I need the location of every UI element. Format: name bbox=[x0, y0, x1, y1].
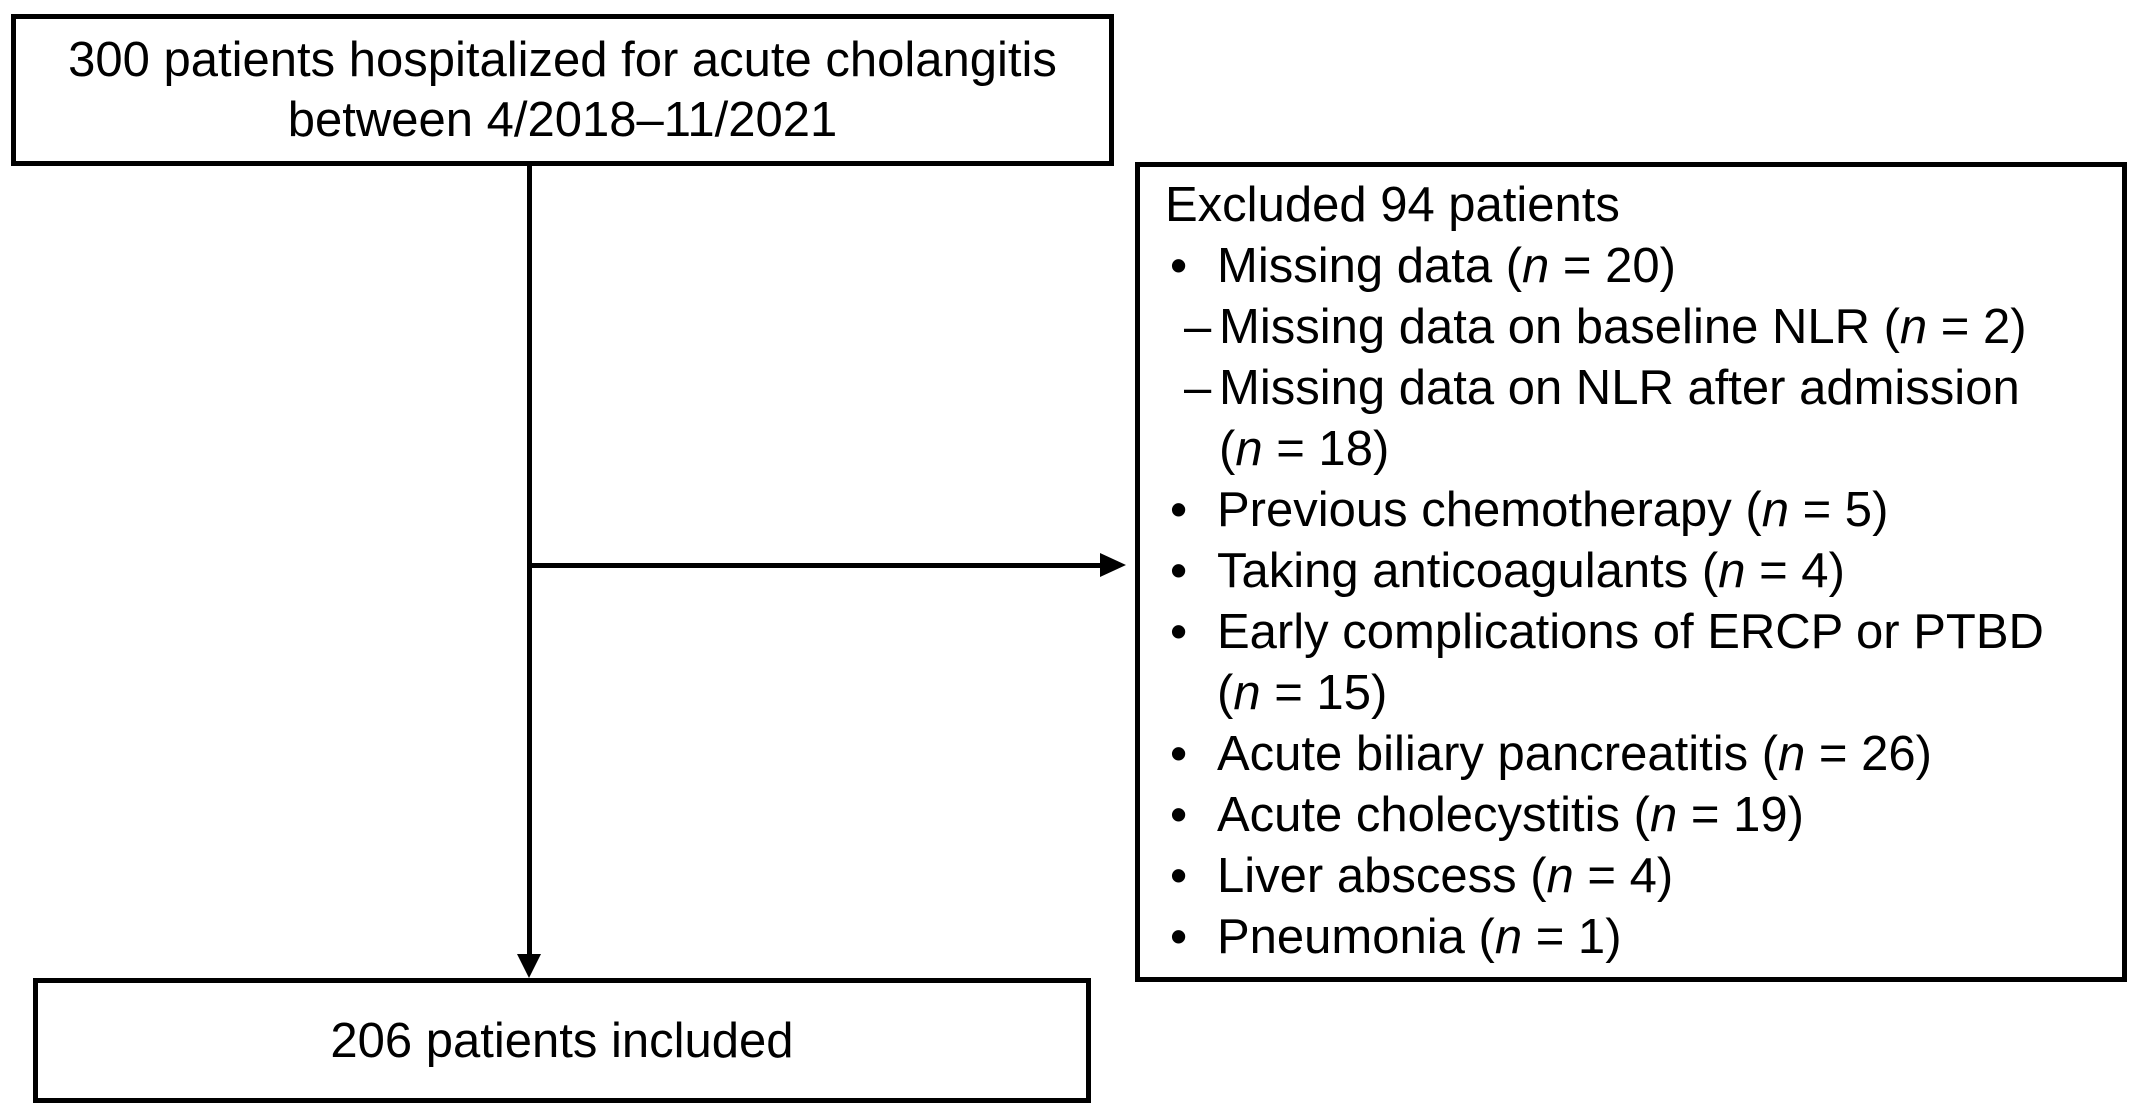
n-symbol: n bbox=[1233, 666, 1261, 720]
n-symbol: n bbox=[1546, 849, 1574, 903]
exclusion-branch-line bbox=[527, 563, 1102, 568]
exclusion-item-count: = 4) bbox=[1573, 849, 1674, 903]
n-symbol: n bbox=[1650, 788, 1678, 842]
dash-icon: – bbox=[1184, 361, 1212, 415]
exclusion-item-label: Acute biliary pancreatitis ( bbox=[1217, 727, 1779, 781]
bullet-icon: • bbox=[1170, 788, 1188, 842]
included-text: 206 patients included bbox=[330, 1013, 794, 1068]
dash-icon: – bbox=[1184, 300, 1212, 354]
exclusion-item-count: = 19) bbox=[1677, 788, 1804, 842]
exclusion-item-label: Missing data ( bbox=[1217, 239, 1523, 293]
exclusion-item bbox=[1217, 238, 1676, 294]
exclusion-box bbox=[1135, 162, 2127, 982]
exclusion-item bbox=[1217, 543, 1845, 599]
included-box bbox=[33, 978, 1091, 1103]
bullet-icon: • bbox=[1170, 483, 1188, 537]
bullet-icon: • bbox=[1170, 239, 1188, 293]
n-symbol: n bbox=[1778, 727, 1806, 781]
n-symbol: n bbox=[1761, 483, 1789, 537]
exclusion-title: Excluded 94 patients bbox=[1165, 178, 1620, 232]
exclusion-item-count: = 26) bbox=[1805, 727, 1932, 781]
bullet-icon: • bbox=[1170, 910, 1188, 964]
exclusion-item-count: = 20) bbox=[1549, 239, 1676, 293]
exclusion-subitem bbox=[1219, 299, 2027, 355]
cohort-line-2: between 4/2018–11/2021 bbox=[287, 93, 838, 147]
arrow-down-icon bbox=[517, 954, 541, 978]
exclusion-item-label: Taking anticoagulants ( bbox=[1217, 544, 1719, 598]
exclusion-item-count: (n = 15) bbox=[1217, 666, 1388, 720]
exclusion-item bbox=[1217, 726, 1932, 782]
exclusion-item-label: Pneumonia ( bbox=[1217, 910, 1495, 964]
exclusion-subitem-label: Missing data on NLR after admission bbox=[1219, 361, 2020, 415]
n-symbol: n bbox=[1235, 422, 1263, 476]
bullet-icon: • bbox=[1170, 849, 1188, 903]
n-symbol: n bbox=[1522, 239, 1550, 293]
main-flow-line bbox=[527, 166, 532, 956]
bullet-icon: • bbox=[1170, 544, 1188, 598]
exclusion-item bbox=[1217, 909, 1622, 965]
cohort-box bbox=[11, 14, 1114, 166]
n-symbol: n bbox=[1494, 910, 1523, 964]
exclusion-item-label: Missing data on baseline NLR ( bbox=[1219, 300, 1900, 354]
exclusion-subitem-count: (n = 18) bbox=[1219, 422, 1390, 476]
n-symbol: n bbox=[1718, 544, 1746, 598]
exclusion-item-count: = 2) bbox=[1927, 300, 2027, 354]
exclusion-item bbox=[1217, 848, 1673, 904]
exclusion-item-count: = 5) bbox=[1788, 483, 1889, 537]
arrow-right-icon bbox=[1100, 553, 1126, 577]
exclusion-item-label: Liver abscess ( bbox=[1217, 849, 1547, 903]
exclusion-item bbox=[1217, 787, 1804, 843]
exclusion-item-label: Acute cholecystitis ( bbox=[1217, 788, 1650, 842]
n-symbol: n bbox=[1899, 300, 1928, 354]
exclusion-item-label: Previous chemotherapy ( bbox=[1217, 483, 1762, 537]
cohort-line-1: 300 patients hospitalized for acute cholangitis bbox=[68, 33, 1057, 87]
exclusion-item bbox=[1217, 482, 1888, 538]
bullet-icon: • bbox=[1170, 727, 1188, 781]
bullet-icon: • bbox=[1170, 605, 1188, 659]
exclusion-item-count: = 4) bbox=[1745, 544, 1845, 598]
exclusion-item-count: = 1) bbox=[1522, 910, 1622, 964]
exclusion-item-label: Early complications of ERCP or PTBD bbox=[1217, 605, 2044, 659]
